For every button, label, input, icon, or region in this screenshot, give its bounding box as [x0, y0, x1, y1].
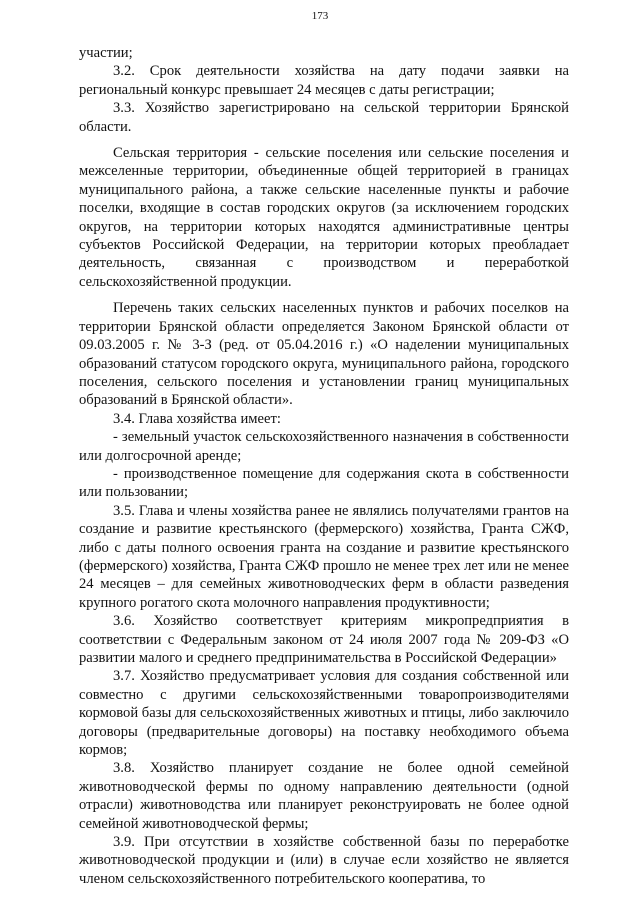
paragraph-continuation: участии; — [79, 45, 133, 61]
paragraph-settlement-list: Перечень таких сельских населенных пунктов и рабочих поселков на территории Брянской области определяется Законом Брянской области от 09.03.2005 г. № 3-З (ред. от 05.04.2016 г.) «О наделении муниципальных образований статусом городского округа, муниципального района, городского поселения, сельского поселения и установлении границ муниципальных образований в Брянской области». — [79, 300, 569, 409]
paragraph-rural-definition: Сельская территория - сельские поселения или сельские поселения и межселенные территории, объединенные общей территорией в границах муниципального района, а также сельские населенные пункты и рабочие поселки, входящие в состав городских округов (за исключением городских округов, на территории которых находятся административные центры субъектов Российской Федерации, на территории которых преобладает деятельность, связанная с производством и переработкой сельскохозяйственной продукции. — [79, 145, 569, 290]
paragraph-3-4: 3.4. Глава хозяйства имеет: — [113, 410, 281, 427]
page-number: 173 — [311, 10, 329, 22]
paragraph-3-3: 3.3. Хозяйство зарегистрировано на сельской территории Брянской области. — [79, 100, 569, 135]
paragraph-3-7: 3.7. Хозяйство предусматривает условия для создания собственной или совместно с другими сельскохозяйственными товаропроизводителями кормовой базы для сельскохозяйственных животных и птицы, либо заключило договоры (предварительные договоры) на поставку необходимого объема кормов; — [79, 668, 569, 759]
paragraph-3-2: 3.2. Срок деятельности хозяйства на дату подачи заявки на региональный конкурс превышает 24 месяцев с даты регистрации; — [79, 63, 569, 98]
paragraph-3-5: 3.5. Глава и члены хозяйства ранее не являлись получателями грантов на создание и развитие крестьянского (фермерского) хозяйства, Гранта СЖФ, либо с даты полного освоения гранта на создание и развитие крестьянского (фермерского) хозяйства, Гранта СЖФ прошло не менее трех лет или не менее 24 месяцев – для семейных животноводческих ферм в области разведения крупного рогатого скота молочного направления продуктивности; — [79, 502, 569, 611]
list-item-premises: - производственное помещение для содержания скота в собственности или пользовании; — [79, 465, 569, 501]
document-body — [79, 44, 569, 888]
paragraph-3-9: 3.9. При отсутствии в хозяйстве собственной базы по переработке животноводческой продукции и (или) в случае если хозяйство не является членом сельскохозяйственного потребительского кооператива, то — [79, 834, 569, 887]
list-item-land: - земельный участок сельскохозяйственного назначения в собственности или долгосрочной аренде; — [79, 429, 569, 464]
paragraph-3-8: 3.8. Хозяйство планирует создание не более одной семейной животноводческой фермы по одному направлению деятельности (одной отрасли) животноводства или планирует реконструировать не более одной семейной животноводческой фермы; — [79, 760, 569, 832]
paragraph-3-6: 3.6. Хозяйство соответствует критериям микропредприятия в соответствии с Федеральным законом от 24 июля 2007 года № 209-ФЗ «О развитии малого и среднего предпринимательства в Российской Федерации» — [79, 613, 569, 666]
